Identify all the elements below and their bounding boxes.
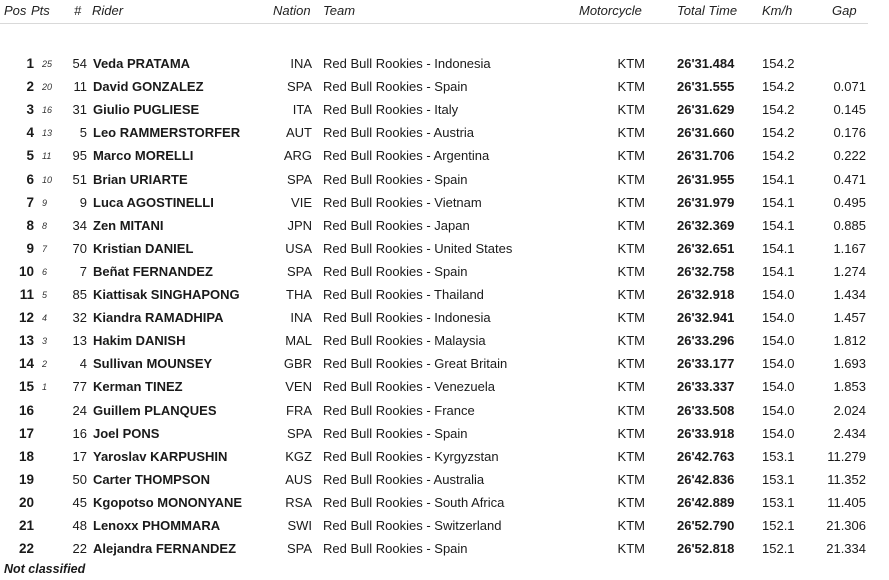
- position: 20: [18, 494, 34, 510]
- table-row: [0, 283, 880, 306]
- table-row: [0, 168, 880, 191]
- rider-number: 77: [72, 379, 87, 395]
- team-name: Red Bull Rookies - United States: [323, 240, 513, 256]
- team-name: Red Bull Rookies - Switzerland: [323, 518, 502, 533]
- team-name: Red Bull Rookies - Argentina: [323, 148, 490, 164]
- nation: SWI: [287, 518, 312, 533]
- team-name: Red Bull Rookies - South Africa: [323, 494, 505, 510]
- rider-name: Marco MORELLI: [93, 148, 194, 164]
- rider-number: 11: [73, 79, 87, 95]
- table-row: [0, 52, 880, 75]
- nation: SPA: [286, 425, 312, 441]
- motorcycle: KTM: [617, 79, 645, 95]
- speed-kmh: 154.0: [762, 379, 795, 395]
- rider-number: 7: [79, 263, 87, 279]
- rider-name: Sullivan MOUNSEY: [93, 356, 213, 372]
- position: 4: [26, 125, 34, 141]
- speed-kmh: 154.2: [762, 148, 795, 164]
- position: 13: [18, 333, 34, 349]
- position: 11: [19, 287, 34, 302]
- nation: JPN: [287, 217, 312, 233]
- table-row: [0, 98, 880, 121]
- total-time: 26'32.918: [677, 287, 735, 302]
- nation: SPA: [286, 79, 312, 95]
- rider-number: 32: [72, 310, 87, 326]
- rider-number: 48: [72, 518, 87, 533]
- motorcycle: KTM: [617, 171, 645, 187]
- rider-number: 95: [72, 148, 87, 164]
- speed-kmh: 154.1: [762, 217, 795, 233]
- team-name: Red Bull Rookies - Spain: [323, 425, 468, 441]
- speed-kmh: 153.1: [762, 448, 795, 464]
- gap: 0.071: [833, 79, 866, 95]
- rider-name: Zen MITANI: [93, 217, 164, 233]
- gap: 0.176: [833, 125, 866, 141]
- rider-number: 31: [72, 102, 87, 118]
- motorcycle: KTM: [617, 194, 645, 210]
- position: 1: [26, 56, 34, 71]
- position: 8: [26, 217, 34, 233]
- rider-number: 9: [79, 194, 87, 210]
- total-time: 26'42.889: [677, 494, 735, 510]
- position: 9: [26, 240, 34, 256]
- rider-name: Kiattisak SINGHAPONG: [93, 287, 240, 302]
- motorcycle: KTM: [617, 494, 645, 510]
- position: 12: [18, 310, 34, 326]
- header-gap: Gap: [832, 3, 857, 18]
- motorcycle: KTM: [617, 541, 645, 557]
- team-name: Red Bull Rookies - Malaysia: [323, 333, 486, 349]
- rider-number: 34: [72, 217, 87, 233]
- rider-name: Kgopotso MONONYANE: [93, 494, 243, 510]
- rider-name: Brian URIARTE: [93, 171, 188, 187]
- nation: ITA: [292, 102, 312, 118]
- nation: GBR: [283, 356, 312, 372]
- team-name: Red Bull Rookies - Spain: [323, 79, 468, 95]
- table-row: [0, 237, 880, 260]
- motorcycle: KTM: [617, 56, 645, 71]
- rider-name: Leo RAMMERSTORFER: [93, 125, 241, 141]
- total-time: 26'31.706: [677, 148, 735, 164]
- position: 3: [26, 102, 34, 118]
- nation: INA: [290, 310, 312, 326]
- team-name: Red Bull Rookies - Spain: [323, 263, 468, 279]
- speed-kmh: 153.1: [762, 494, 795, 510]
- gap: 11.352: [827, 471, 866, 487]
- rider-number: 85: [72, 287, 87, 302]
- header-num: #: [74, 3, 82, 18]
- rider-number: 13: [72, 333, 87, 349]
- motorcycle: KTM: [617, 148, 645, 164]
- rider-name: Hakim DANISH: [93, 333, 186, 349]
- table-row: [0, 491, 880, 514]
- gap: 0.222: [833, 148, 866, 164]
- header-motorcycle: Motorcycle: [579, 3, 642, 18]
- speed-kmh: 154.0: [762, 310, 795, 326]
- total-time: 26'33.508: [677, 402, 735, 418]
- table-row: [0, 537, 880, 560]
- speed-kmh: 154.0: [762, 287, 795, 302]
- table-row: [0, 468, 880, 491]
- nation: AUT: [286, 125, 312, 141]
- rider-name: Joel PONS: [93, 425, 160, 441]
- gap: 0.885: [833, 217, 866, 233]
- gap: 11.279: [827, 448, 866, 464]
- points: 2: [42, 359, 48, 370]
- motorcycle: KTM: [617, 402, 645, 418]
- speed-kmh: 154.0: [762, 356, 795, 372]
- rider-name: Veda PRATAMA: [93, 56, 191, 71]
- team-name: Red Bull Rookies - Indonesia: [323, 310, 491, 326]
- total-time: 26'32.369: [677, 217, 735, 233]
- position: 18: [18, 448, 34, 464]
- speed-kmh: 154.2: [762, 125, 795, 141]
- nation: AUS: [285, 471, 312, 487]
- position: 14: [18, 356, 34, 372]
- motorcycle: KTM: [617, 240, 645, 256]
- points: 16: [42, 105, 53, 116]
- header-total-time: Total Time: [677, 3, 738, 18]
- speed-kmh: 154.2: [762, 79, 795, 95]
- table-row: [0, 352, 880, 375]
- points: 3: [42, 336, 48, 347]
- speed-kmh: 154.0: [762, 425, 795, 441]
- speed-kmh: 152.1: [762, 541, 795, 557]
- total-time: 26'31.484: [677, 56, 735, 71]
- rider-name: Yaroslav KARPUSHIN: [93, 448, 228, 464]
- nation: FRA: [286, 402, 312, 418]
- table-row: [0, 260, 880, 283]
- rider-name: Kristian DANIEL: [93, 240, 194, 256]
- gap: 21.334: [826, 541, 866, 557]
- team-name: Red Bull Rookies - Vietnam: [323, 194, 482, 210]
- team-name: Red Bull Rookies - Venezuela: [323, 379, 495, 395]
- position: 7: [26, 194, 34, 210]
- team-name: Red Bull Rookies - Indonesia: [323, 56, 491, 71]
- speed-kmh: 154.0: [762, 333, 795, 349]
- rider-name: Giulio PUGLIESE: [93, 102, 200, 118]
- total-time: 26'52.790: [677, 518, 735, 533]
- position: 6: [26, 171, 34, 187]
- team-name: Red Bull Rookies - Italy: [323, 102, 459, 118]
- rider-number: 45: [72, 494, 87, 510]
- team-name: Red Bull Rookies - France: [323, 402, 475, 418]
- speed-kmh: 154.2: [762, 56, 795, 71]
- rider-number: 70: [72, 240, 87, 256]
- header-nation: Nation: [273, 3, 311, 18]
- points: 6: [42, 266, 48, 277]
- points: 4: [42, 313, 48, 324]
- header-pos: Pos: [4, 3, 27, 18]
- gap: 0.471: [833, 171, 866, 187]
- motorcycle: KTM: [617, 263, 645, 279]
- total-time: 26'31.629: [677, 102, 735, 118]
- speed-kmh: 154.0: [762, 402, 795, 418]
- motorcycle: KTM: [617, 425, 645, 441]
- rider-name: Guillem PLANQUES: [93, 402, 217, 418]
- table-row: [0, 75, 880, 98]
- header-divider: [0, 23, 868, 24]
- motorcycle: KTM: [617, 448, 645, 464]
- points: 1: [42, 382, 48, 393]
- nation: SPA: [286, 541, 312, 557]
- motorcycle: KTM: [617, 333, 645, 349]
- rider-number: 51: [72, 171, 87, 187]
- total-time: 26'31.555: [677, 79, 735, 95]
- team-name: Red Bull Rookies - Australia: [323, 471, 485, 487]
- speed-kmh: 154.2: [762, 102, 795, 118]
- position: 22: [18, 541, 34, 557]
- position: 2: [26, 79, 34, 95]
- team-name: Red Bull Rookies - Spain: [323, 171, 468, 187]
- team-name: Red Bull Rookies - Austria: [323, 125, 475, 141]
- gap: 1.853: [833, 379, 866, 395]
- motorcycle: KTM: [617, 125, 645, 141]
- total-time: 26'33.337: [677, 379, 735, 395]
- gap: 1.167: [833, 240, 866, 256]
- nation: MAL: [285, 333, 312, 349]
- speed-kmh: 154.1: [762, 171, 795, 187]
- points: 9: [42, 197, 48, 208]
- table-row: [0, 121, 880, 144]
- position: 17: [18, 425, 34, 441]
- motorcycle: KTM: [617, 102, 645, 118]
- position: 21: [18, 518, 34, 533]
- rider-name: David GONZALEZ: [93, 79, 204, 95]
- points: 7: [42, 243, 48, 254]
- gap: 1.693: [833, 356, 866, 372]
- motorcycle: KTM: [617, 287, 645, 302]
- team-name: Red Bull Rookies - Kyrgyzstan: [323, 448, 499, 464]
- rider-number: 22: [72, 541, 87, 557]
- nation: KGZ: [285, 448, 312, 464]
- gap: 2.024: [833, 402, 866, 418]
- nation: USA: [285, 240, 312, 256]
- gap: 2.434: [833, 425, 866, 441]
- motorcycle: KTM: [617, 217, 645, 233]
- speed-kmh: 153.1: [762, 471, 795, 487]
- rider-number: 4: [79, 356, 87, 372]
- table-row: [0, 144, 880, 167]
- nation: RSA: [285, 494, 312, 510]
- total-time: 26'32.758: [677, 263, 735, 279]
- points: 13: [42, 128, 53, 139]
- motorcycle: KTM: [617, 356, 645, 372]
- nation: SPA: [286, 263, 312, 279]
- table-row: [0, 514, 880, 537]
- speed-kmh: 152.1: [762, 518, 795, 533]
- rider-name: Carter THOMPSON: [93, 471, 211, 487]
- not-classified-label: Not classified: [4, 562, 86, 576]
- rider-number: 5: [79, 125, 87, 141]
- header-rider: Rider: [92, 3, 124, 18]
- position: 15: [18, 379, 34, 395]
- motorcycle: KTM: [617, 471, 645, 487]
- gap: 1.434: [833, 287, 866, 302]
- points: 8: [42, 220, 48, 231]
- points: 25: [42, 59, 53, 69]
- table-row: [0, 191, 880, 214]
- rider-name: Beñat FERNANDEZ: [93, 263, 213, 279]
- table-row: [0, 445, 880, 468]
- rider-name: Alejandra FERNANDEZ: [93, 541, 237, 557]
- gap: 21.306: [826, 518, 866, 533]
- speed-kmh: 154.1: [762, 263, 795, 279]
- points: 11: [42, 151, 52, 162]
- rider-number: 50: [72, 471, 87, 487]
- header-pts: Pts: [31, 3, 50, 18]
- table-row: [0, 214, 880, 237]
- nation: SPA: [286, 171, 312, 187]
- gap: 1.457: [833, 310, 866, 326]
- rider-name: Lenoxx PHOMMARA: [93, 518, 221, 533]
- points: 20: [42, 82, 53, 93]
- total-time: 26'31.955: [677, 171, 735, 187]
- nation: ARG: [283, 148, 312, 164]
- team-name: Red Bull Rookies - Spain: [323, 541, 468, 557]
- team-name: Red Bull Rookies - Thailand: [323, 287, 484, 302]
- header-kmh: Km/h: [762, 3, 793, 18]
- total-time: 26'32.651: [677, 240, 735, 256]
- table-row: [0, 306, 880, 329]
- speed-kmh: 154.1: [762, 240, 795, 256]
- nation: INA: [290, 56, 312, 71]
- nation: VEN: [285, 379, 312, 395]
- position: 5: [26, 148, 34, 164]
- rider-number: 24: [72, 402, 87, 418]
- total-time: 26'42.836: [677, 471, 735, 487]
- points: 5: [42, 290, 48, 300]
- position: 19: [18, 471, 34, 487]
- gap: 1.812: [833, 333, 866, 349]
- nation: THA: [286, 287, 312, 302]
- rider-name: Luca AGOSTINELLI: [93, 194, 214, 210]
- table-row: [0, 375, 880, 398]
- header-team: Team: [323, 3, 356, 18]
- nation: VIE: [291, 194, 312, 210]
- total-time: 26'33.177: [677, 356, 735, 372]
- motorcycle: KTM: [617, 518, 645, 533]
- motorcycle: KTM: [617, 379, 645, 395]
- total-time: 26'52.818: [677, 541, 735, 557]
- total-time: 26'42.763: [677, 448, 735, 464]
- team-name: Red Bull Rookies - Great Britain: [323, 356, 508, 372]
- total-time: 26'31.660: [677, 125, 735, 141]
- gap: 1.274: [833, 263, 866, 279]
- gap: 0.495: [833, 194, 866, 210]
- table-row: [0, 422, 880, 445]
- total-time: 26'33.918: [677, 425, 735, 441]
- position: 16: [18, 402, 34, 418]
- table-row: [0, 399, 880, 422]
- rider-number: 17: [72, 448, 87, 464]
- gap: 11.405: [827, 494, 866, 510]
- table-row: [0, 329, 880, 352]
- points: 10: [42, 174, 53, 185]
- total-time: 26'31.979: [677, 194, 735, 210]
- position: 10: [18, 263, 34, 279]
- total-time: 26'32.941: [677, 310, 735, 326]
- team-name: Red Bull Rookies - Japan: [323, 217, 470, 233]
- total-time: 26'33.296: [677, 333, 735, 349]
- rider-name: Kiandra RAMADHIPA: [93, 310, 224, 326]
- gap: 0.145: [833, 102, 866, 118]
- speed-kmh: 154.1: [762, 194, 795, 210]
- rider-name: Kerman TINEZ: [93, 379, 183, 395]
- motorcycle: KTM: [617, 310, 645, 326]
- rider-number: 54: [72, 56, 87, 71]
- rider-number: 16: [72, 425, 87, 441]
